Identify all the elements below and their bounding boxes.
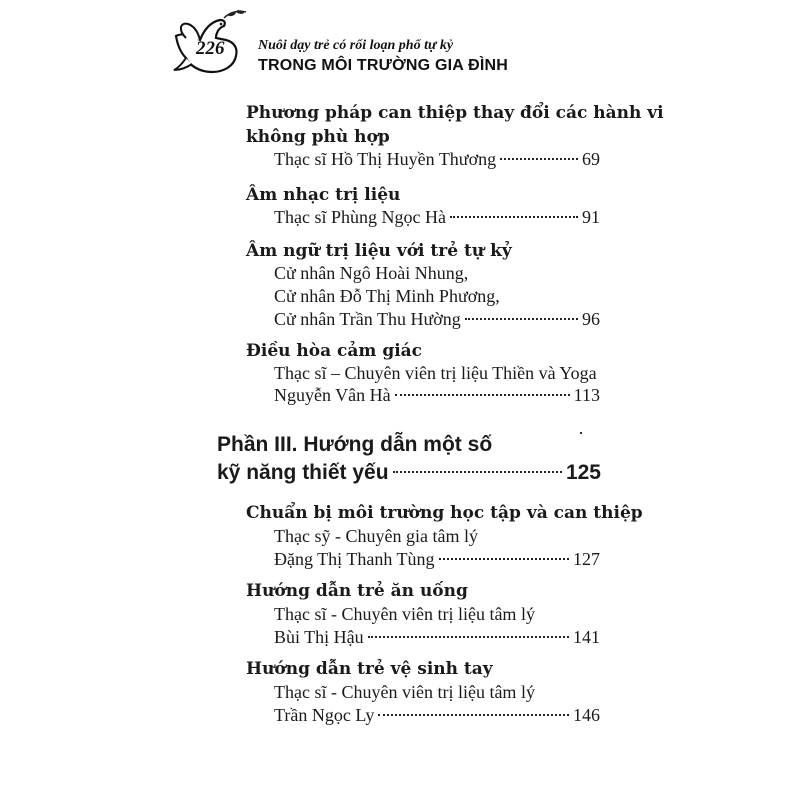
author-name: Trần Ngọc Ly bbox=[274, 705, 375, 725]
author-name: Cử nhân Trần Thu Hường bbox=[274, 309, 461, 329]
toc-entry-leader bbox=[274, 704, 600, 726]
book-subtitle: TRONG MÔI TRƯỜNG GIA ĐÌNH bbox=[258, 57, 508, 74]
page-ref: 141 bbox=[573, 627, 600, 647]
chapter-title: Âm nhạc trị liệu bbox=[246, 185, 401, 205]
toc-entry-leader bbox=[274, 308, 600, 330]
page-ref: 69 bbox=[582, 149, 600, 169]
page-ref: 127 bbox=[573, 549, 600, 569]
page-ref: 113 bbox=[573, 385, 600, 405]
toc-entry-leader bbox=[274, 384, 600, 406]
author-name: Cử nhân Ngô Hoài Nhung, bbox=[274, 263, 469, 283]
chapter-title: Chuẩn bị môi trường học tập và can thiệp bbox=[246, 503, 643, 523]
author-name: Đặng Thị Thanh Tùng bbox=[274, 549, 435, 569]
author-name: Nguyễn Vân Hà bbox=[274, 385, 391, 405]
series-title: Nuôi dạy trẻ có rối loạn phổ tự kỷ bbox=[258, 38, 454, 53]
page-ref: 91 bbox=[582, 207, 600, 227]
author-name: Cử nhân Đỗ Thị Minh Phương, bbox=[274, 286, 500, 306]
chapter-title: Hướng dẫn trẻ vệ sinh tay bbox=[246, 659, 493, 679]
page-ref: 146 bbox=[573, 705, 600, 725]
part-heading-leader bbox=[217, 460, 601, 486]
author-name: Thạc sỹ - Chuyên gia tâm lý bbox=[274, 526, 478, 546]
author-name: Thạc sĩ - Chuyên viên trị liệu tâm lý bbox=[274, 682, 535, 702]
chapter-title: Phương pháp can thiệp thay đổi các hành vi bbox=[246, 103, 664, 123]
toc-entry-leader bbox=[274, 148, 600, 170]
author-name: Thạc sĩ Phùng Ngọc Hà bbox=[274, 207, 446, 227]
author-name: Bùi Thị Hậu bbox=[274, 627, 364, 647]
print-speck bbox=[580, 432, 582, 434]
dot-leader bbox=[368, 636, 569, 638]
dot-leader bbox=[439, 558, 570, 560]
chapter-title: Hướng dẫn trẻ ăn uống bbox=[246, 581, 468, 601]
dot-leader bbox=[378, 714, 569, 716]
author-name: Thạc sĩ - Chuyên viên trị liệu tâm lý bbox=[274, 604, 535, 624]
chapter-title: không phù hợp bbox=[246, 127, 390, 147]
dot-leader bbox=[500, 158, 578, 160]
dot-leader bbox=[465, 318, 578, 320]
author-name: Thạc sĩ Hồ Thị Huyền Thương bbox=[274, 149, 497, 169]
toc-entry-leader bbox=[274, 206, 600, 228]
author-name: Thạc sĩ – Chuyên viên trị liệu Thiền và Yoga bbox=[274, 363, 597, 383]
toc-entry-leader bbox=[274, 626, 600, 648]
page-number: 226 bbox=[196, 38, 225, 59]
dot-leader bbox=[395, 394, 570, 396]
toc-entry-leader bbox=[274, 548, 600, 570]
part-heading: Phần III. Hướng dẫn một số bbox=[217, 433, 493, 456]
part-heading-line2: kỹ năng thiết yếu bbox=[217, 461, 389, 484]
chapter-title: Âm ngữ trị liệu với trẻ tự kỷ bbox=[246, 241, 512, 261]
chapter-title: Điều hòa cảm giác bbox=[246, 341, 423, 361]
dot-leader bbox=[450, 216, 578, 218]
page-ref: 125 bbox=[565, 461, 601, 484]
page-ref: 96 bbox=[582, 309, 600, 329]
dot-leader bbox=[393, 471, 562, 473]
